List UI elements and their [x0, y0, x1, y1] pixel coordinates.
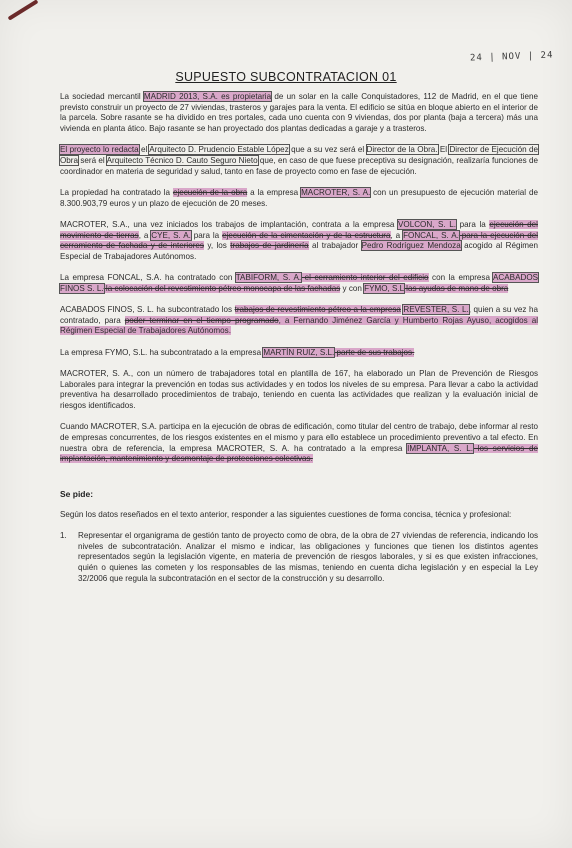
- document-body: [60, 92, 538, 584]
- paragraph-9: [60, 422, 538, 465]
- question-number: 1.: [60, 530, 67, 540]
- highlight-martin-ruiz: MARTÍN RUIZ, S.L.: [263, 347, 335, 357]
- text-run: y, los: [203, 241, 231, 251]
- highlight-pedro: Pedro Rodríguez Mendoza: [361, 241, 461, 251]
- paragraph-1: [60, 92, 538, 135]
- highlight-autonomous-workers: , a Fernando Jiménez García y Humberto Rojas Ayuso, acogidos al Régimen Especial de Trabajadores Autónomos.: [60, 315, 538, 336]
- paragraph-2: [60, 145, 538, 177]
- highlight-owner: MADRID 2013, S.A. es propietaria: [143, 92, 272, 101]
- text-run: para la: [456, 219, 490, 229]
- text-run: La empresa FONCAL, S.A. ha contratado con: [60, 273, 236, 283]
- text-run: con la empresa: [428, 273, 494, 283]
- boxed-architect: Arquitecto D. Prudencio Estable López: [149, 145, 289, 155]
- highlight-on-time: poder terminar en el tiempo programado: [124, 315, 279, 325]
- highlight-volcon: VOLCON, S. L.: [398, 219, 457, 229]
- highlight-tabiform: TABIFORM, S. A.: [235, 273, 302, 283]
- text-run: para la: [190, 230, 223, 240]
- text-run: El: [437, 145, 450, 155]
- text-run: La propiedad ha contratado la: [60, 187, 173, 197]
- paragraph-5: [60, 273, 538, 294]
- text-run: , a: [390, 230, 404, 240]
- highlight-acabados: ACABADOS FINOS S. L.: [60, 273, 539, 293]
- text-run: , quien a su vez ha contratado, para: [60, 305, 538, 325]
- highlight-stone-works: trabajos de revestimiento pétreo a la empresa: [234, 305, 401, 315]
- highlight-labour-aid: las ayudas de mano de obra: [403, 283, 509, 293]
- highlight-macroter: MACROTER, S. A.: [301, 187, 371, 197]
- highlight-collective-protection: los servicios de implantación, mantenimiento y desmontaje de protecciones colectivas.: [60, 443, 538, 464]
- document-title: SUPUESTO SUBCONTRATACION 01: [175, 70, 397, 84]
- paragraph-8: MACROTER, S. A., con un número de trabajadores total en plantilla de 167, ha elaborado un Plan de Prevención de Riesgos Laborales para integrar la prevención en todas sus actividades y en todos los niveles de su empresa. Para llevar a cabo la actividad preventiva ha desarrollado procedimientos de trabajo, teniendo en cuenta las actividades que realizan y la evaluación inicial de riesgos identificados.: [60, 368, 538, 410]
- highlight-cye: CYE, S. A.: [151, 230, 191, 240]
- text-run: Cuando MACROTER, S.A. participa en la ejecución de obras de edificación, como titular del centro de trabajo, debe informar al resto de empresas concurrentes, de los riesgos existentes en el mismo y para ello establece un procedimiento preventivo a tal efecto. En nuestra obra de referencia, la empresa MACROTER, S. A. ha contratado a la empresa: [60, 422, 538, 453]
- boxed-director: Director de la Obra.: [366, 145, 438, 155]
- text-run: que a su vez será el: [288, 145, 367, 155]
- highlight-revester: REVESTER, S. L.: [403, 305, 469, 315]
- text-run: ACABADOS FINOS, S. L. ha subcontratado los: [60, 305, 235, 315]
- text-run: con un presupuesto de ejecución material de 8.300.903,79 euros y un plazo de ejecución de 20 meses.: [60, 187, 538, 208]
- highlight-part-of-works: parte de sus trabajos.: [334, 347, 415, 357]
- highlight-foncal: FONCAL, S. A.: [403, 230, 459, 240]
- text-run: al trabajador: [308, 241, 362, 251]
- se-pide-heading: Se pide:: [60, 488, 94, 499]
- text-run: y con: [340, 283, 365, 293]
- text-run: el: [138, 145, 150, 155]
- highlight-interior-enclosure: el cerramiento interior del edificio: [301, 273, 429, 283]
- pen-mark: [8, 0, 39, 21]
- text-run: acogido al Régimen Especial de Trabajadores Autónomos.: [60, 241, 538, 261]
- boxed-execution-director: Director de Ejecución de Obra: [60, 145, 538, 166]
- highlight-fymo: FYMO, S.L: [364, 283, 404, 293]
- text-run: a la empresa: [247, 187, 302, 197]
- text-run: La empresa FYMO, S.L. ha subcontratado a la empresa: [60, 347, 264, 357]
- paragraph-4: [60, 220, 538, 263]
- text-run: La sociedad mercantil: [60, 92, 144, 101]
- highlight-gardening: trabajos de jardinería: [230, 241, 309, 251]
- text-run: que, en caso de que fuese preceptiva su designación, realizaría funciones de coordinador en materia de seguridad y salud, tanto en fase de proyecto como en fase de ejecución.: [60, 156, 538, 176]
- text-run: será el: [78, 156, 107, 166]
- highlight-structure: ejecución de la cimentación y de la estructura: [222, 230, 391, 240]
- text-run: MACROTER, S.A., una vez iniciados los trabajos de implantación, contrata a la empresa: [60, 219, 398, 229]
- text-run: , a: [138, 230, 152, 240]
- highlight-work-execution: ejecución de la obra: [172, 187, 248, 197]
- intro-paragraph: Según los datos reseñados en el texto anterior, responder a las siguientes cuestiones de forma concisa, técnica y profesional:: [60, 509, 512, 519]
- highlight-stone-coating: la colocación del revestimiento pétreo monocapa de las fachadas: [103, 283, 341, 293]
- paragraph-6: [60, 305, 538, 337]
- highlight-facade: para la ejecución del cerramiento de fachada y de interiores: [60, 230, 538, 251]
- boxed-technical-architect: Arquitecto Técnico D. Cauto Seguro Nieto: [106, 156, 258, 166]
- question-item: [60, 531, 538, 585]
- highlight-implanta: IMPLANTA, S. L.: [407, 443, 474, 453]
- paragraph-7: [60, 348, 538, 359]
- paragraph-3: [60, 188, 538, 209]
- highlight-project: El proyecto lo redacta: [60, 145, 139, 155]
- handwritten-date: 24 | NOV | 24: [469, 50, 554, 64]
- text-run: de un solar en la calle Conquistadores, 112 de Madrid, en el que tiene previsto construir un proyecto de 27 viviendas, trasteros y garajes para la venta. El edificio se sitúa en bloque abierto en el interior de la parcela. Sobre rasante se ha dividido en tres portales, cada uno cuenta con 9 viviendas, dos por planta (baja a tercera) más una vivienda en planta ático. Bajo rasante se han proyectado dos plantas dedicadas a garaje y a trasteros.: [60, 92, 538, 134]
- question-text: Representar el organigrama de gestión tanto de proyecto como de obra, de la obra de 27 viviendas de referencia, indicando los niveles de subcontratación. Analizar el mismo e indicar, las obligaciones y funciones que tienen los distintos agentes representados según la legislación vigente, en materia de prevención de riesgos laborales, y si es que existen infracciones, quién o quienes las cometen y los responsables de las mismas, teniendo en cuenta dicha legislación y en especial la Ley 32/2006 que regula la subcontratación en el sector de la construcción y su desarrollo.: [78, 530, 538, 583]
- highlight-earthworks: ejecución del movimiento de tierras: [60, 219, 538, 240]
